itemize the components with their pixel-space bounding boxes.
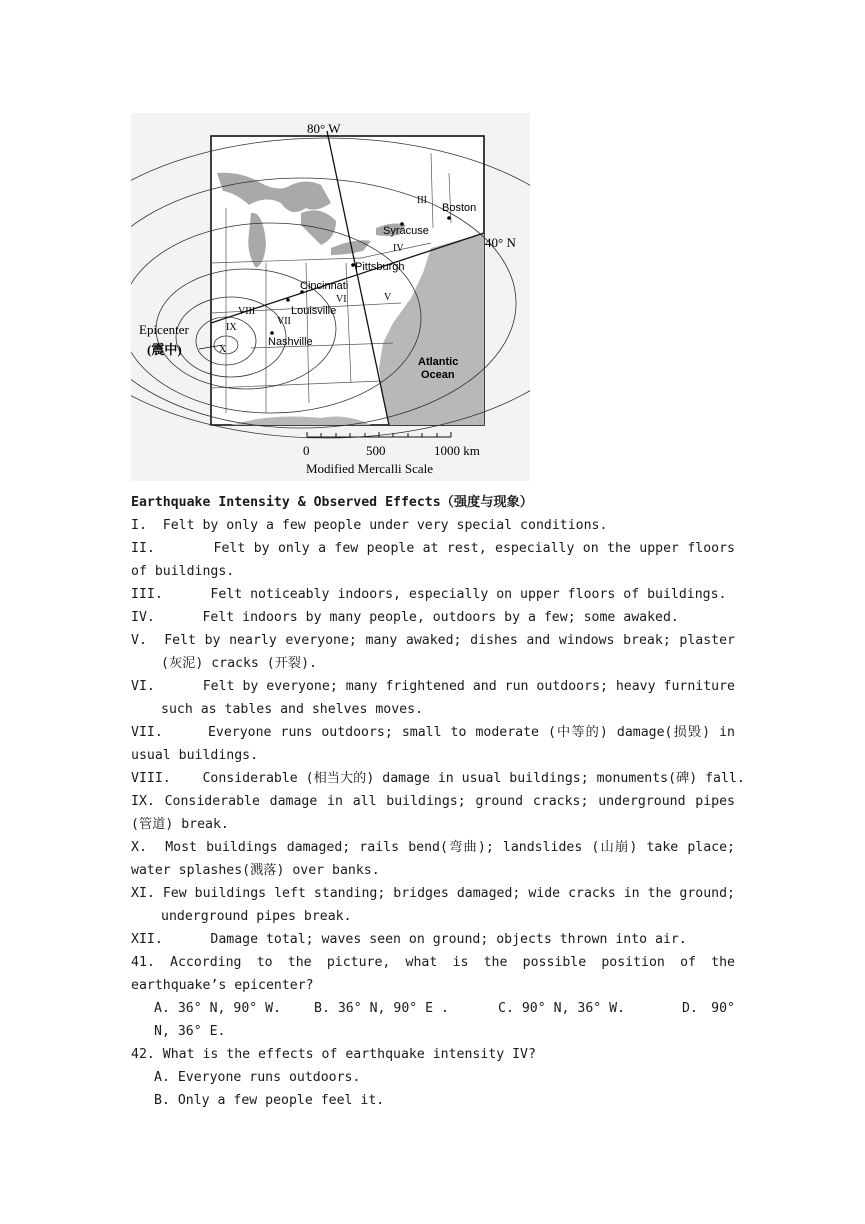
parallel-label: 40° N xyxy=(485,235,516,250)
scale-tick-0: 0 xyxy=(303,443,310,458)
question-42-option-a[interactable]: A. Everyone runs outdoors. xyxy=(154,1070,361,1085)
zone-iv: IV xyxy=(393,243,404,254)
question-42-stem: 42. What is the effects of earthquake intensity IV? xyxy=(131,1047,536,1062)
scale-item-1: I. Felt by only a few people under very special conditions. xyxy=(131,518,608,533)
epicenter-label: Epicenter xyxy=(139,322,189,337)
scale-tick-1000: 1000 km xyxy=(434,443,480,458)
scale-item-3: III. Felt noticeably indoors, especially on upper floors of buildings. xyxy=(131,587,727,602)
scale-item-4: IV. Felt indoors by many people, outdoors by a few; some awaked. xyxy=(131,610,679,625)
zone-iii: III xyxy=(417,195,427,206)
document-body xyxy=(131,491,745,1112)
scale-title: Modified Mercalli Scale xyxy=(306,461,434,476)
question-42-option-b[interactable]: B. Only a few people feel it. xyxy=(154,1093,385,1108)
scale-item-10: X. Most buildings damaged; rails bend(弯曲); landslides (山崩) take place; water splashes(溅落) over banks. xyxy=(131,840,735,878)
city-louisville: Louisville xyxy=(291,305,337,317)
ocean-label-2: Ocean xyxy=(421,369,455,381)
meridian-label: 80° W xyxy=(307,121,341,136)
zone-x: X xyxy=(219,344,227,355)
city-nashville: Nashville xyxy=(268,336,313,348)
epicenter-cn-label: (震中) xyxy=(147,342,182,357)
zone-ix: IX xyxy=(226,322,237,333)
scale-item-6: VI. Felt by everyone; many frightened and run outdoors; heavy furniture such as tables and shelves moves. xyxy=(131,679,735,717)
city-cincinnati: Cincinnati xyxy=(300,280,349,292)
scale-item-12: XII. Damage total; waves seen on ground; objects thrown into air. xyxy=(131,932,687,947)
intensity-map xyxy=(131,113,530,481)
question-41-stem: 41. According to the picture, what is the possible position of the earthquake’s epicenter? xyxy=(131,955,735,993)
scale-bar xyxy=(307,432,451,437)
question-41-option-a[interactable]: A. 36° N, 90° W. xyxy=(154,1001,282,1016)
question-41-option-b[interactable]: B. 36° N, 90° E . xyxy=(314,1001,449,1016)
city-syracuse: Syracuse xyxy=(383,225,429,237)
scale-tick-500: 500 xyxy=(366,443,386,458)
city-pittsburgh: Pittsburgh xyxy=(355,261,405,273)
question-41-option-c[interactable]: C. 90° N, 36° W. xyxy=(498,1001,626,1016)
question-41-option-d[interactable]: D. 90° N, 36° E. xyxy=(154,1001,735,1039)
ocean-label-1: Atlantic xyxy=(418,356,459,368)
scale-item-11: XI. Few buildings left standing; bridges damaged; wide cracks in the ground; underground pipes break. xyxy=(131,886,735,924)
city-boston: Boston xyxy=(442,202,477,214)
zone-v: V xyxy=(384,292,392,303)
scale-item-9: IX. Considerable damage in all buildings; ground cracks; underground pipes (管道) break. xyxy=(131,794,735,832)
scale-item-2: II. Felt by only a few people at rest, especially on the upper floors of buildings. xyxy=(131,541,735,579)
section-heading: Earthquake Intensity & Observed Effects（强度与现象） xyxy=(131,495,533,510)
zone-viii: VIII xyxy=(238,306,256,317)
question-41-options xyxy=(131,997,735,1043)
scale-item-5: V. Felt by nearly everyone; many awaked; dishes and windows break; plaster (灰泥) cracks (开裂). xyxy=(131,633,735,671)
zone-vii: VII xyxy=(277,316,291,327)
scale-item-8: VIII. Considerable (相当大的) damage in usual buildings; monuments(碑) fall. xyxy=(131,771,745,786)
zone-vi: VI xyxy=(336,294,347,305)
scale-item-7: VII. Everyone runs outdoors; small to moderate (中等的) damage(损毁) in usual buildings. xyxy=(131,725,735,763)
